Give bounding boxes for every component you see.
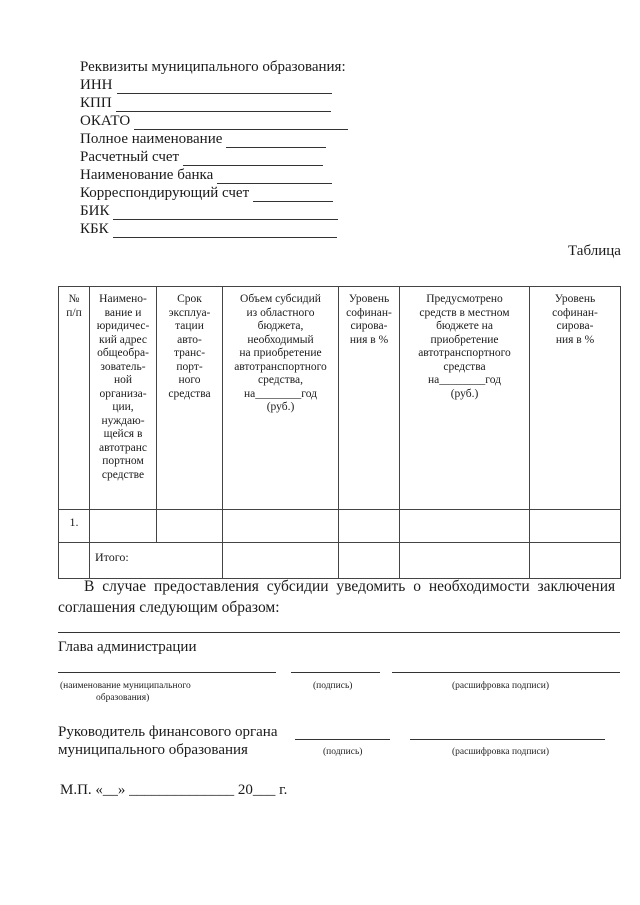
name-line	[58, 672, 276, 673]
finance-title-1: Руководитель финансового органа	[58, 724, 278, 740]
stamp-date-line: М.П. «__» ______________ 20___ г.	[60, 782, 288, 798]
field-kbk	[80, 220, 370, 238]
row-number: 1.	[59, 510, 90, 543]
table-cell	[400, 543, 530, 579]
table-cell	[223, 510, 339, 543]
field-okato	[80, 112, 370, 130]
notice-line-2: соглашения следующим образом:	[58, 599, 280, 616]
decode-line	[410, 739, 605, 740]
head-title: Глава администрации	[58, 639, 197, 655]
fill-line	[113, 224, 337, 238]
table-cell	[59, 543, 90, 579]
total-label: Итого:	[90, 543, 223, 579]
field-label: Расчетный счет	[80, 149, 180, 165]
table-cell	[157, 510, 223, 543]
field-label: БИК	[80, 203, 110, 219]
header-cell: № п/п	[59, 287, 90, 510]
field-label: ОКАТО	[80, 113, 131, 129]
table-cell	[530, 510, 621, 543]
caption-signature: (подпись)	[323, 747, 363, 757]
fill-line	[58, 632, 620, 633]
header-cell: Объем субсидий из областного бюджета, необходимый на приобретение автотранспортного средства, на________год (руб.)	[223, 287, 339, 510]
requisites-title: Реквизиты муниципального образования:	[80, 59, 346, 75]
decode-line	[392, 672, 620, 673]
table-cell	[90, 510, 157, 543]
table-cell	[339, 510, 400, 543]
field-account	[80, 148, 370, 166]
header-cell: Уровень софинан- сирова- ния в %	[339, 287, 400, 510]
table-total-row	[59, 543, 621, 579]
fill-line	[113, 206, 338, 220]
field-kpp	[80, 94, 370, 112]
field-inn	[80, 76, 370, 94]
table-row	[59, 510, 621, 543]
fill-line	[217, 170, 332, 184]
notice-paragraph	[58, 576, 620, 618]
fill-line	[183, 152, 323, 166]
field-full-name	[80, 130, 370, 148]
table-caption: Таблица	[568, 243, 621, 259]
field-label: КБК	[80, 221, 109, 237]
caption-decode: (расшифровка подписи)	[452, 747, 549, 757]
caption-name-2: образования)	[96, 693, 150, 703]
signature-line	[291, 672, 380, 673]
subsidy-table	[58, 286, 621, 579]
table-header-row	[59, 287, 621, 510]
caption-signature: (подпись)	[313, 681, 353, 691]
caption-decode: (расшифровка подписи)	[452, 681, 549, 691]
header-cell: Предусмотрено средств в местном бюджете на приобретение автотранспортного средства на________год (руб.)	[400, 287, 530, 510]
fill-line	[134, 116, 348, 130]
field-corr-account	[80, 184, 370, 202]
caption-name: (наименование муниципального	[60, 681, 191, 691]
requisites-block	[80, 58, 370, 238]
table-cell	[530, 543, 621, 579]
table-cell	[223, 543, 339, 579]
fill-line	[116, 98, 331, 112]
field-label: ИНН	[80, 77, 113, 93]
field-label: Наименование банка	[80, 167, 214, 183]
fill-line	[117, 80, 332, 94]
header-cell: Уровень софинан- сирова- ния в %	[530, 287, 621, 510]
field-bank-name	[80, 166, 370, 184]
header-cell: Наимено- вание и юридичес- кий адрес общеобра- зователь- ной организа- ции, нуждаю- щейся в автотранс портном средстве	[90, 287, 157, 510]
table-cell	[400, 510, 530, 543]
signature-line	[295, 739, 390, 740]
finance-title-2: муниципального образования	[58, 742, 248, 758]
fill-line	[253, 188, 333, 202]
field-bik	[80, 202, 370, 220]
header-cell: Срок эксплуа- тации авто- транс- порт- ного средства	[157, 287, 223, 510]
notice-line-1: В случае предоставления субсидии уведомить о необходимости заключения	[84, 578, 616, 595]
field-label: Полное наименование	[80, 131, 223, 147]
field-label: КПП	[80, 95, 112, 111]
field-label: Корреспондирующий счет	[80, 185, 250, 201]
table-cell	[339, 543, 400, 579]
fill-line	[226, 134, 326, 148]
